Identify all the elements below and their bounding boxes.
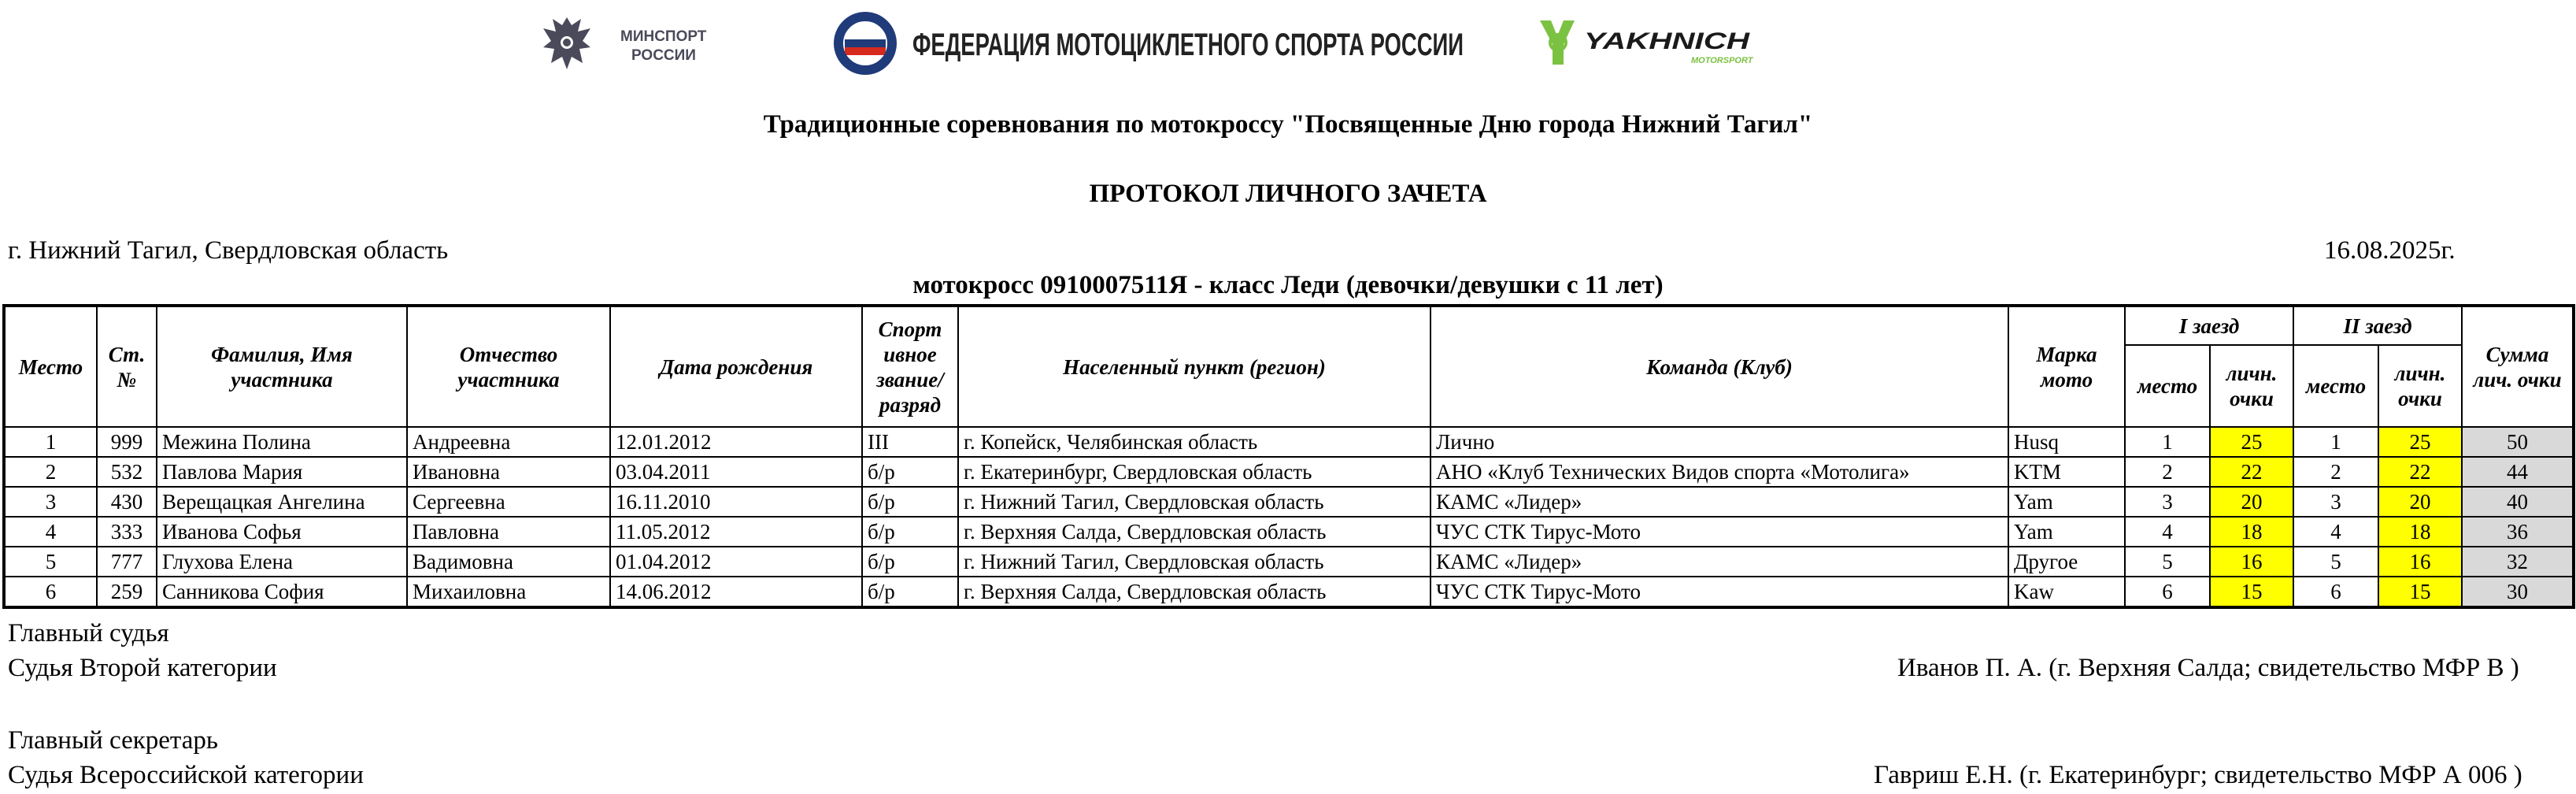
cell-race2-points: 20 bbox=[2378, 487, 2462, 517]
cell-patronymic: Павловна bbox=[407, 517, 610, 547]
cell-rank: б/р bbox=[862, 517, 958, 547]
cell-rank: б/р bbox=[862, 547, 958, 577]
results-table bbox=[2, 304, 2575, 609]
cell-patronymic: Ивановна bbox=[407, 457, 610, 487]
cell-race2-points: 25 bbox=[2378, 427, 2462, 457]
cell-name: Санникова София bbox=[157, 577, 407, 607]
table-row bbox=[4, 547, 2574, 577]
cell-place: 2 bbox=[4, 457, 97, 487]
protocol-title: ПРОТОКОЛ ЛИЧНОГО ЗАЧЕТА bbox=[1089, 180, 1487, 208]
header-race2-points: личн. очки bbox=[2378, 345, 2462, 427]
cell-race1-place: 2 bbox=[2125, 457, 2210, 487]
table-row bbox=[4, 487, 2574, 517]
cell-team: АНО «Клуб Технических Видов спорта «Мотолига» bbox=[1430, 457, 2008, 487]
cell-moto: Другое bbox=[2008, 547, 2125, 577]
cell-birthdate: 01.04.2012 bbox=[610, 547, 862, 577]
cell-birthdate: 11.05.2012 bbox=[610, 517, 862, 547]
cell-city: г. Нижний Тагил, Свердловская область bbox=[958, 547, 1430, 577]
cell-number: 333 bbox=[97, 517, 157, 547]
header-place: Место bbox=[4, 306, 97, 427]
svg-text:YAKHNICH: YAKHNICH bbox=[1584, 28, 1751, 54]
cell-race2-place: 5 bbox=[2293, 547, 2378, 577]
cell-number: 777 bbox=[97, 547, 157, 577]
chief-secretary-category: Судья Всероссийской категории bbox=[8, 761, 364, 789]
cell-city: г. Верхняя Салда, Свердловская область bbox=[958, 577, 1430, 607]
cell-birthdate: 14.06.2012 bbox=[610, 577, 862, 607]
cell-city: г. Нижний Тагил, Свердловская область bbox=[958, 487, 1430, 517]
cell-place: 1 bbox=[4, 427, 97, 457]
cell-sum: 32 bbox=[2462, 547, 2574, 577]
cell-number: 430 bbox=[97, 487, 157, 517]
svg-text:РОССИИ: РОССИИ bbox=[631, 47, 696, 64]
cell-name: Верещацкая Ангелина bbox=[157, 487, 407, 517]
cell-name: Глухова Елена bbox=[157, 547, 407, 577]
cell-race2-place: 4 bbox=[2293, 517, 2378, 547]
cell-race1-place: 1 bbox=[2125, 427, 2210, 457]
header-city: Населенный пункт (регион) bbox=[958, 306, 1430, 427]
event-location: г. Нижний Тагил, Свердловская область bbox=[8, 236, 449, 265]
cell-sum: 44 bbox=[2462, 457, 2574, 487]
cell-sum: 36 bbox=[2462, 517, 2574, 547]
eagle-icon bbox=[543, 17, 590, 69]
chief-judge-title: Главный судья bbox=[8, 619, 169, 647]
chief-judge-name: Иванов П. А. (г. Верхняя Салда; свидетельство МФР В ) bbox=[1897, 654, 2519, 682]
cell-city: г. Верхняя Салда, Свердловская область bbox=[958, 517, 1430, 547]
header-patronymic: Отчество участника bbox=[407, 306, 610, 427]
cell-rank: III bbox=[862, 427, 958, 457]
cell-race1-place: 5 bbox=[2125, 547, 2210, 577]
minsport-logo bbox=[535, 11, 718, 76]
ffmr-logo bbox=[831, 8, 1476, 79]
table-row bbox=[4, 427, 2574, 457]
cell-team: КАМС «Лидер» bbox=[1430, 547, 2008, 577]
cell-city: г. Копейск, Челябинская область bbox=[958, 427, 1430, 457]
event-date: 16.08.2025г. bbox=[2324, 236, 2456, 265]
cell-sum: 30 bbox=[2462, 577, 2574, 607]
cell-moto: Yam bbox=[2008, 517, 2125, 547]
cell-birthdate: 12.01.2012 bbox=[610, 427, 862, 457]
header-number: Ст. № bbox=[97, 306, 157, 427]
chief-secretary-name: Гавриш Е.Н. (г. Екатеринбург; свидетельство МФР А 006 ) bbox=[1874, 761, 2522, 789]
cell-sum: 50 bbox=[2462, 427, 2574, 457]
cell-rank: б/р bbox=[862, 457, 958, 487]
header-race2-place: место bbox=[2293, 345, 2378, 427]
competition-title: Традиционные соревнования по мотокроссу "Посвященные Дню города Нижний Тагил" bbox=[763, 110, 1813, 139]
svg-text:MOTORSPORT: MOTORSPORT bbox=[1691, 56, 1753, 65]
header-birthdate: Дата рождения bbox=[610, 306, 862, 427]
ffmr-emblem-icon bbox=[834, 12, 897, 75]
cell-patronymic: Вадимовна bbox=[407, 547, 610, 577]
cell-race2-place: 3 bbox=[2293, 487, 2378, 517]
cell-race1-points: 18 bbox=[2210, 517, 2293, 547]
cell-race1-place: 3 bbox=[2125, 487, 2210, 517]
cell-race2-points: 16 bbox=[2378, 547, 2462, 577]
cell-name: Павлова Мария bbox=[157, 457, 407, 487]
header-sum: Сумма лич. очки bbox=[2462, 306, 2574, 427]
cell-name: Межина Полина bbox=[157, 427, 407, 457]
cell-number: 259 bbox=[97, 577, 157, 607]
cell-race2-place: 2 bbox=[2293, 457, 2378, 487]
cell-team: ЧУС СТК Тирус-Мото bbox=[1430, 517, 2008, 547]
cell-rank: б/р bbox=[862, 577, 958, 607]
table-row bbox=[4, 457, 2574, 487]
cell-race1-points: 22 bbox=[2210, 457, 2293, 487]
wrench-icon bbox=[1540, 20, 1575, 65]
cell-team: ЧУС СТК Тирус-Мото bbox=[1430, 577, 2008, 607]
cell-moto: Husq bbox=[2008, 427, 2125, 457]
cell-team: КАМС «Лидер» bbox=[1430, 487, 2008, 517]
cell-birthdate: 16.11.2010 bbox=[610, 487, 862, 517]
cell-race2-points: 22 bbox=[2378, 457, 2462, 487]
header-name: Фамилия, Имя участника bbox=[157, 306, 407, 427]
cell-patronymic: Сергеевна bbox=[407, 487, 610, 517]
cell-race1-points: 15 bbox=[2210, 577, 2293, 607]
table-row bbox=[4, 517, 2574, 547]
header-rank: Спорт ивное звание/ разряд bbox=[862, 306, 958, 427]
header-race1-place: место bbox=[2125, 345, 2210, 427]
cell-city: г. Екатеринбург, Свердловская область bbox=[958, 457, 1430, 487]
header-race1-points: личн. очки bbox=[2210, 345, 2293, 427]
header-team: Команда (Клуб) bbox=[1430, 306, 2008, 427]
cell-race2-place: 1 bbox=[2293, 427, 2378, 457]
cell-birthdate: 03.04.2011 bbox=[610, 457, 862, 487]
cell-place: 5 bbox=[4, 547, 97, 577]
cell-place: 3 bbox=[4, 487, 97, 517]
cell-place: 6 bbox=[4, 577, 97, 607]
cell-race1-place: 4 bbox=[2125, 517, 2210, 547]
cell-race1-points: 25 bbox=[2210, 427, 2293, 457]
cell-rank: б/р bbox=[862, 487, 958, 517]
header-moto: Марка мото bbox=[2008, 306, 2125, 427]
chief-secretary-title: Главный секретарь bbox=[8, 726, 218, 755]
cell-race2-points: 18 bbox=[2378, 517, 2462, 547]
cell-moto: Yam bbox=[2008, 487, 2125, 517]
table-row bbox=[4, 577, 2574, 607]
cell-sum: 40 bbox=[2462, 487, 2574, 517]
header-race2: II заезд bbox=[2293, 306, 2462, 345]
header-race1: I заезд bbox=[2125, 306, 2293, 345]
chief-judge-category: Судья Второй категории bbox=[8, 654, 277, 682]
cell-team: Лично bbox=[1430, 427, 2008, 457]
cell-race1-points: 16 bbox=[2210, 547, 2293, 577]
cell-race2-points: 15 bbox=[2378, 577, 2462, 607]
cell-patronymic: Андреевна bbox=[407, 427, 610, 457]
cell-patronymic: Михаиловна bbox=[407, 577, 610, 607]
svg-text:ФЕДЕРАЦИЯ МОТОЦИКЛЕТНОГО СПОРТ: ФЕДЕРАЦИЯ МОТОЦИКЛЕТНОГО СПОРТА РОССИИ bbox=[912, 28, 1464, 62]
class-line: мотокросс 0910007511Я - класс Леди (девочки/девушки с 11 лет) bbox=[912, 271, 1664, 299]
cell-name: Иванова Софья bbox=[157, 517, 407, 547]
cell-race2-place: 6 bbox=[2293, 577, 2378, 607]
cell-number: 999 bbox=[97, 427, 157, 457]
svg-text:МИНСПОРТ: МИНСПОРТ bbox=[620, 28, 707, 45]
cell-number: 532 bbox=[97, 457, 157, 487]
cell-place: 4 bbox=[4, 517, 97, 547]
yakhnich-logo bbox=[1534, 16, 1762, 71]
cell-race1-points: 20 bbox=[2210, 487, 2293, 517]
cell-race1-place: 6 bbox=[2125, 577, 2210, 607]
cell-moto: Kaw bbox=[2008, 577, 2125, 607]
cell-moto: KTM bbox=[2008, 457, 2125, 487]
